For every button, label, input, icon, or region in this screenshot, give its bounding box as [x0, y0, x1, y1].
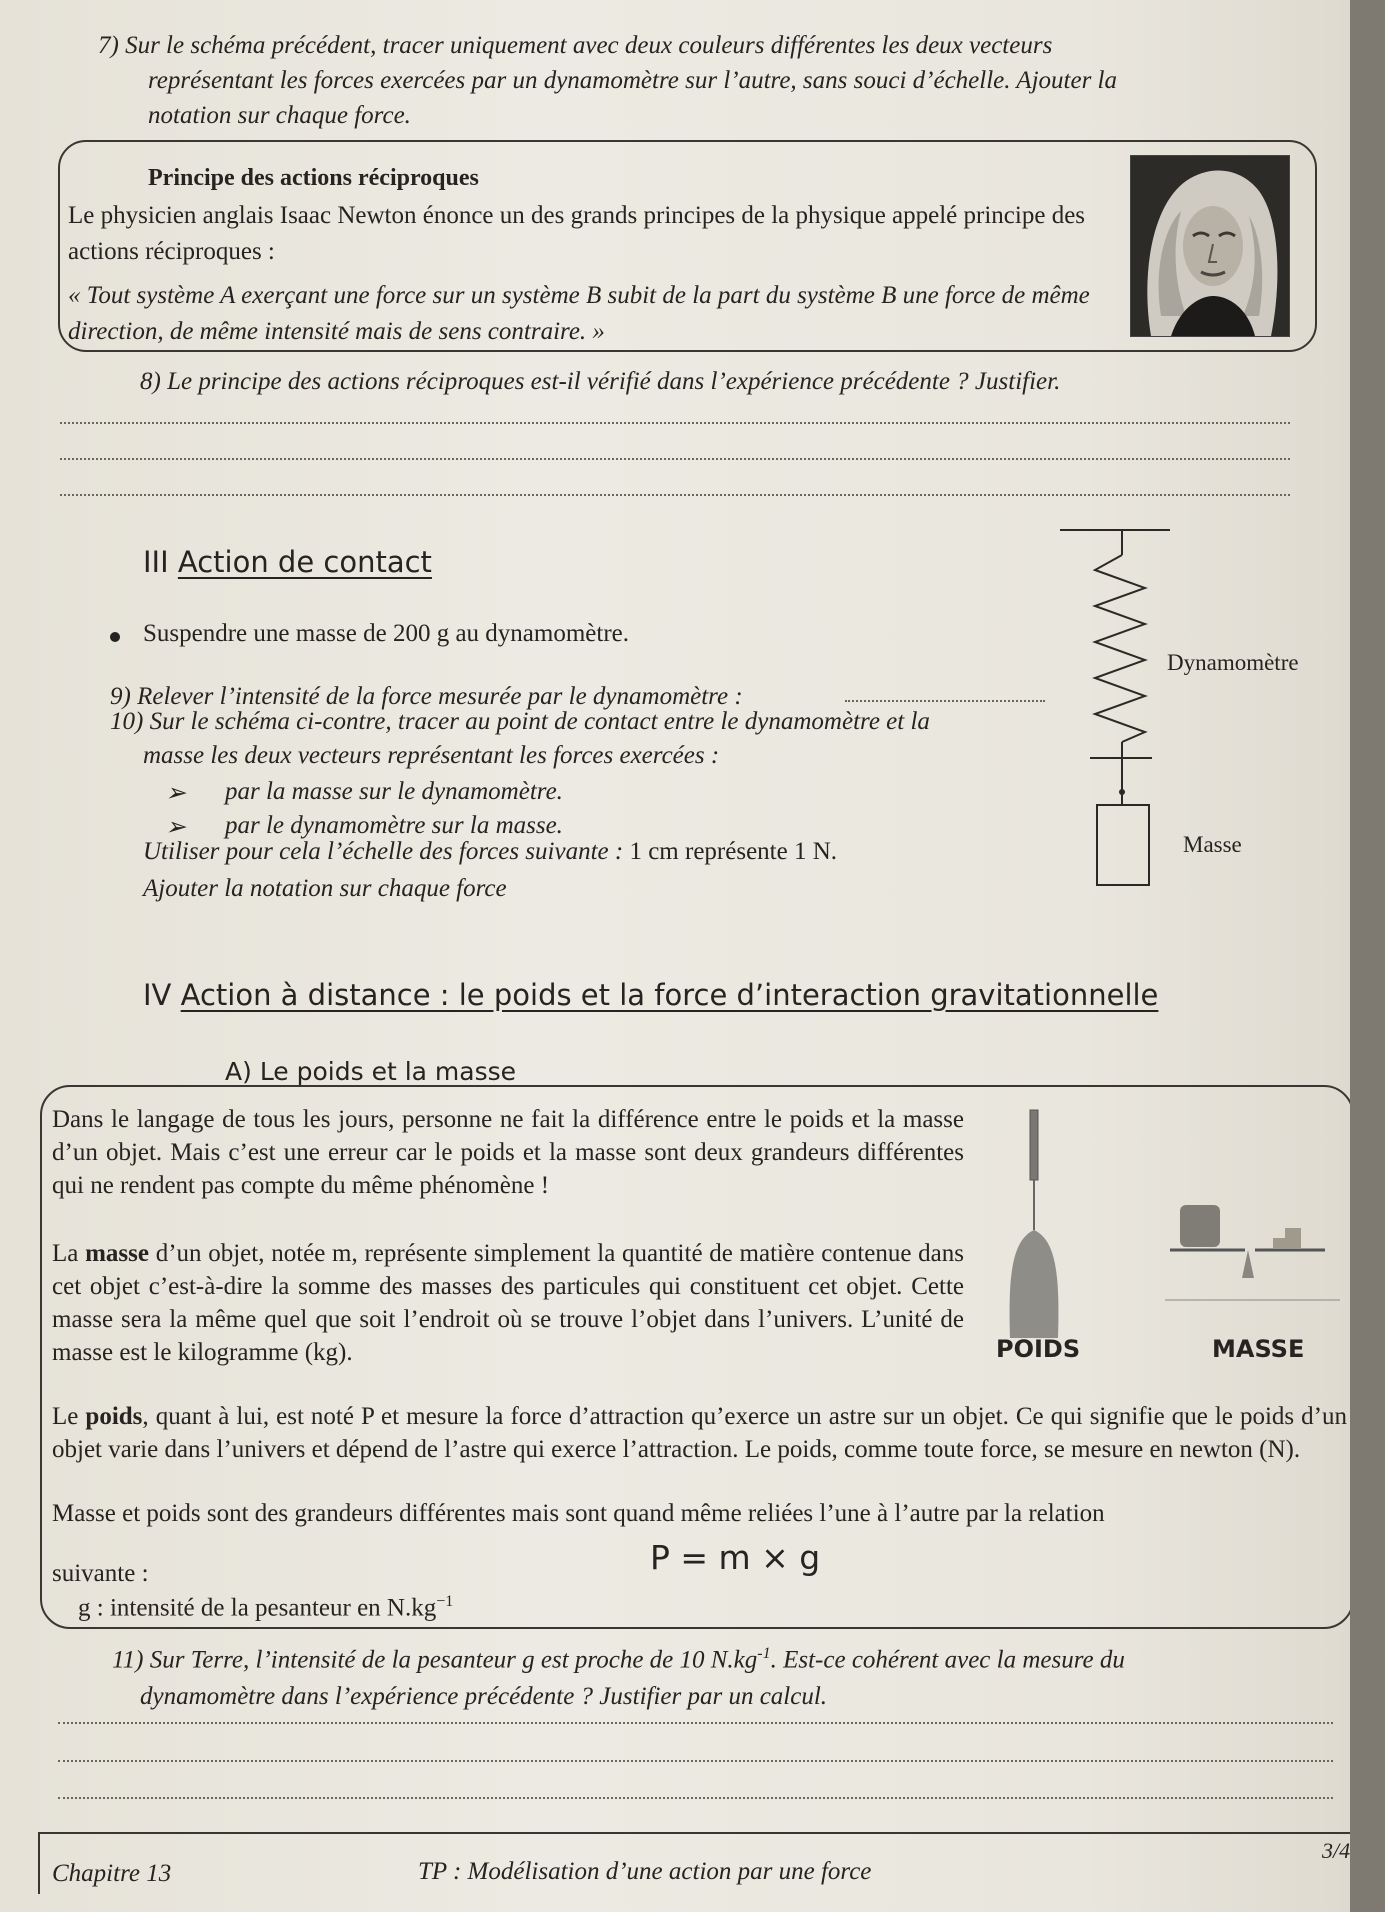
mass-definition: [52, 1237, 964, 1369]
q11-exponent: -1: [757, 1645, 771, 1662]
dynamometer-diagram: [1060, 520, 1200, 900]
answer-line: [60, 458, 1290, 460]
question-10-line1: 10) Sur le schéma ci-contre, tracer au point de contact entre le dynamomètre et la: [110, 708, 930, 735]
question-8: 8) Le principe des actions réciproques est-il vérifié dans l’expérience précédente ? Justifier.: [140, 368, 1061, 395]
g-definition-text: g : intensité de la pesanteur en N.kg: [78, 1594, 437, 1622]
question-11-line2: dynamomètre dans l’expérience précédente ? Justifier par un calcul.: [140, 1683, 828, 1710]
masse-label: MASSE: [1212, 1335, 1305, 1363]
section-4-title: Action à distance : le poids et la force d’interaction gravitationnelle: [180, 978, 1159, 1012]
scale-instruction: [143, 838, 837, 866]
weight-mass-intro: Dans le langage de tous les jours, personne ne fait la différence entre le poids et la masse d’un objet. Mais c’est une erreur car le poids et la masse sont deux grandeurs différentes qui ne rendent pas compte du même phénomène !: [52, 1106, 964, 1199]
relation-intro-end: suivante :: [52, 1560, 149, 1587]
answer-line: [60, 422, 1290, 424]
q11-line1-b: . Est-ce cohérent avec la mesure du: [770, 1646, 1125, 1674]
q7-line3: notation sur chaque force.: [148, 102, 411, 129]
weight-vs-mass-illustration: [990, 1100, 1350, 1350]
footer-chapter: Chapitre 13: [52, 1860, 172, 1887]
q7-line1: 7) Sur le schéma précédent, tracer uniquement avec deux couleurs différentes les deux vecteurs: [98, 32, 1053, 59]
force-item-2-text: par le dynamomètre sur la masse.: [225, 812, 563, 839]
weight-definition: [52, 1400, 1347, 1466]
section-3-heading: [143, 545, 432, 579]
mass-def-b: d’un objet, notée m, représente simplement la quantité de matière contenue dans cet objet c’est-à-dire la somme des masses des particules qui constituent cet objet. Cette masse sera la même quel que soit l’endroit où se trouve l’objet dans l’univers. L’unité de masse est le kilogramme (kg).: [52, 1240, 965, 1366]
mass-def-a: La: [52, 1240, 86, 1267]
answer-line: [58, 1797, 1333, 1799]
arrow-bullet-icon: ➢: [165, 814, 186, 841]
mass-label: Masse: [1183, 832, 1242, 857]
force-item-2: [165, 812, 563, 841]
force-item-1: [165, 778, 563, 807]
answer-line: [58, 1760, 1333, 1762]
principle-intro: Le physicien anglais Isaac Newton énonce un des grands principes de la physique appelé principe des actions réciproques :: [68, 202, 1086, 265]
section-3-instruction: Suspendre une masse de 200 g au dynamomètre.: [143, 620, 629, 647]
scale-value: 1 cm représente 1 N.: [629, 838, 838, 865]
weight-def-a: Le: [52, 1403, 86, 1430]
answer-line: [845, 700, 1045, 702]
section-4-heading: [143, 978, 1158, 1012]
page-edge-shadow: [1350, 0, 1385, 1912]
g-definition-exponent: −1: [436, 1593, 454, 1610]
scale-prefix: Utiliser pour cela l’échelle des forces suivante :: [143, 838, 630, 865]
footer-tp-title: TP : Modélisation d’une action par une force: [418, 1858, 872, 1885]
g-definition: [78, 1593, 453, 1622]
section-3-number: III: [143, 545, 169, 579]
newton-portrait-icon: [1130, 155, 1290, 337]
bullet-icon: [110, 632, 120, 642]
question-10-line2: masse les deux vecteurs représentant les forces exercées :: [143, 742, 720, 769]
q7-line2: représentant les forces exercées par un dynamomètre sur l’autre, sans souci d’échelle. Ajouter la: [148, 67, 1117, 94]
principle-quote: « Tout système A exerçant une force sur un système B subit de la part du système B une force de même direction, de même intensité mais de sens contraire. »: [68, 282, 1090, 345]
question-9: 9) Relever l’intensité de la force mesurée par le dynamomètre :: [110, 683, 743, 710]
weight-def-b: , quant à lui, est noté P et mesure la force d’attraction qu’exerce un astre sur un objet. Ce qui signifie que le poids d’un objet varie dans l’univers et dépend de l’astre qui exerce l’attraction. Le poids, comme toute force, se mesure en newton (N).: [52, 1403, 1347, 1463]
answer-line: [60, 494, 1290, 496]
poids-label: POIDS: [996, 1335, 1081, 1363]
q11-line1-a: 11) Sur Terre, l’intensité de la pesanteur g est proche de 10 N.kg: [112, 1646, 758, 1674]
question-11-line1: [112, 1645, 1352, 1674]
weight-def-bold: poids: [85, 1403, 143, 1430]
dynamometer-label: Dynamomètre: [1167, 650, 1299, 675]
subsection-a-title: Le poids et la masse: [259, 1057, 517, 1086]
mass-def-bold: masse: [85, 1240, 149, 1267]
subsection-a-letter: A): [225, 1057, 252, 1086]
section-4-number: IV: [143, 978, 172, 1012]
weight-formula: P = m × g: [650, 1538, 821, 1577]
force-item-1-text: par la masse sur le dynamomètre.: [225, 778, 563, 805]
principle-title: Principe des actions réciproques: [148, 165, 479, 191]
question-7: [98, 28, 1298, 133]
answer-line: [58, 1722, 1333, 1724]
arrow-bullet-icon: ➢: [165, 780, 186, 807]
subsection-a-heading: [225, 1057, 516, 1086]
notation-instruction: Ajouter la notation sur chaque force: [143, 875, 507, 902]
section-3-title: Action de contact: [177, 545, 432, 579]
footer-page-number: 3/4: [1322, 1838, 1351, 1863]
relation-intro: Masse et poids sont des grandeurs différentes mais sont quand même reliées l’une à l’autre par la relation: [52, 1500, 1105, 1527]
